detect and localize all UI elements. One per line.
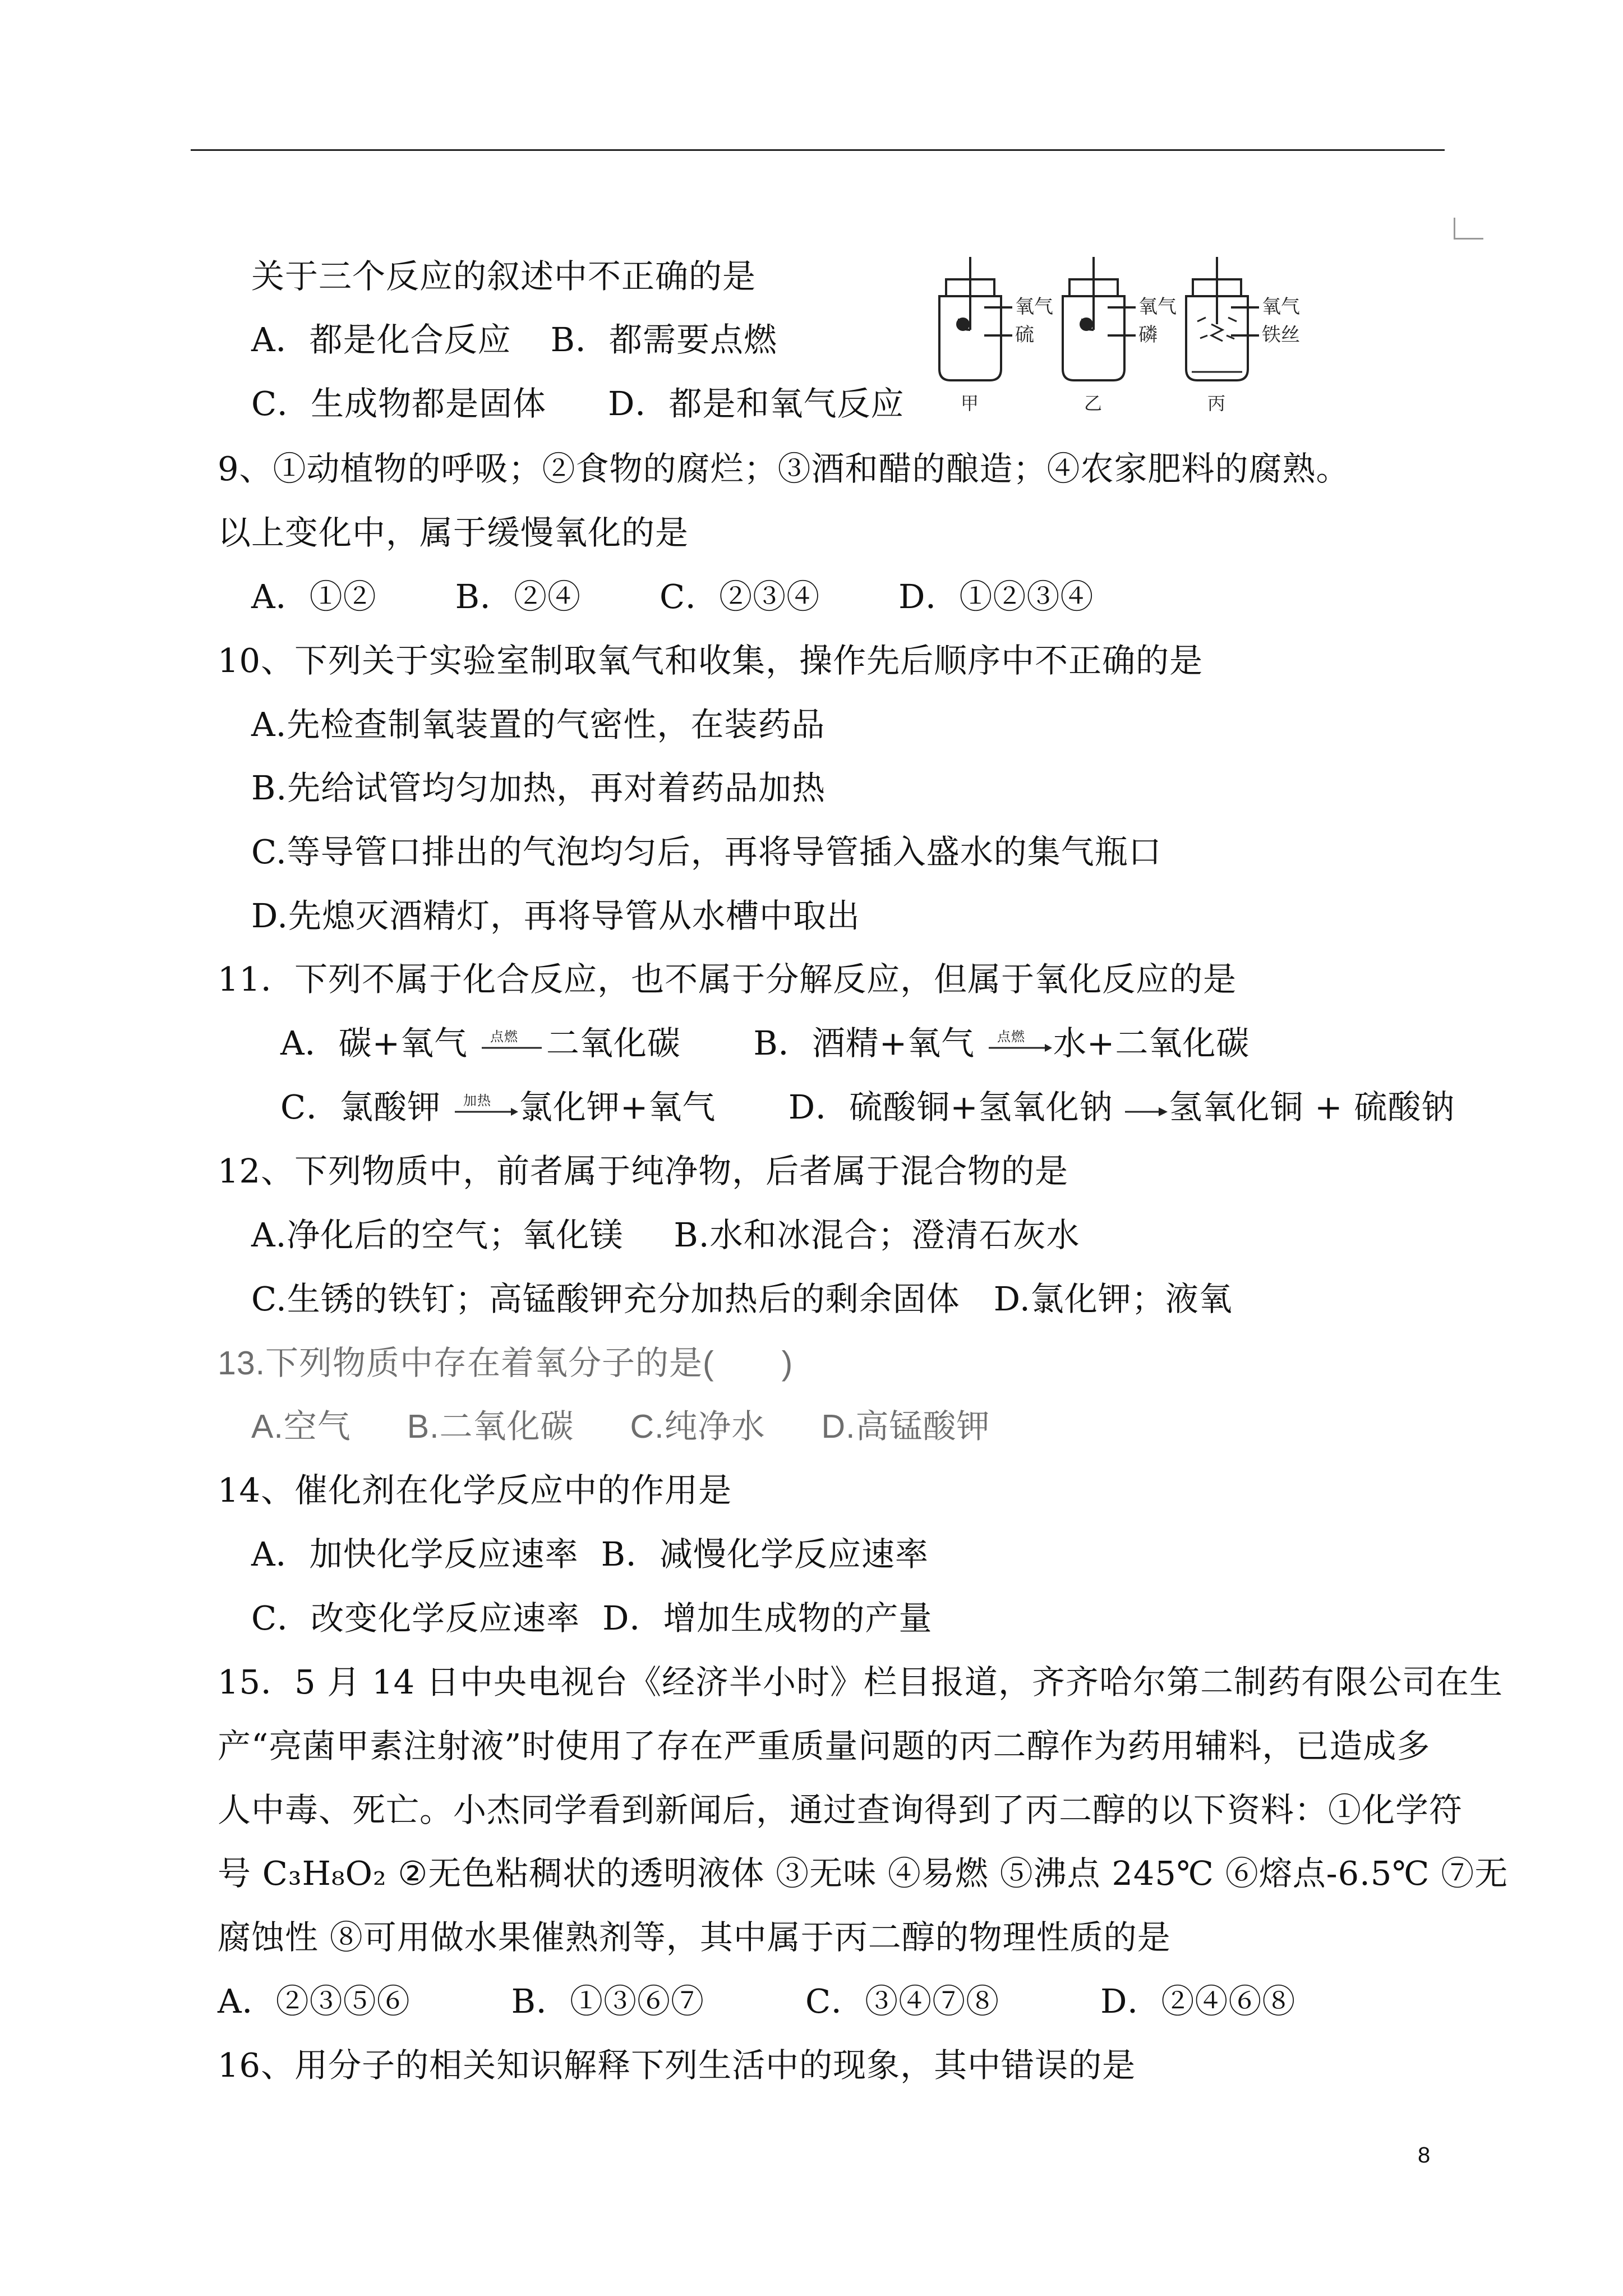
q13-stem: 13.下列物质中存在着氧分子的是( ) bbox=[218, 1345, 794, 1382]
jar-iron-wire bbox=[1186, 257, 1259, 380]
q14-options-ab bbox=[251, 1533, 929, 1576]
q11-b-arrow bbox=[986, 1029, 1053, 1062]
q15-line5: 腐蚀性 ⑧可用做水果催熟剂等，其中属于丙二醇的物理性质的是 bbox=[218, 1918, 1171, 1957]
q11-c-condition: 加热 bbox=[463, 1093, 491, 1109]
q15-line4: 号 C₃H₈O₂ ②无色粘稠状的透明液体 ③无味 ④易燃 ⑤沸点 245℃ ⑥熔点-6.5℃ ⑦无 bbox=[218, 1854, 1509, 1893]
jar-phosphorus bbox=[1063, 257, 1136, 380]
q13-option-b: B.二氧化碳 bbox=[407, 1408, 574, 1445]
q13-option-d: D.高锰酸钾 bbox=[821, 1408, 990, 1445]
q9-option-a: A．①② bbox=[251, 577, 377, 616]
q12-option-d: D.氯化钾；液氧 bbox=[993, 1280, 1233, 1318]
q13-option-c: C.纯净水 bbox=[630, 1408, 766, 1445]
jar3-label: 丙 bbox=[1207, 393, 1226, 414]
q12-options-cd bbox=[251, 1278, 1233, 1320]
q8-option-c: C．生成物都是固体 bbox=[251, 384, 547, 423]
jar3-top-label: 氧气 bbox=[1262, 296, 1300, 318]
q15-option-b: B．①③⑥⑦ bbox=[511, 1982, 704, 2021]
q11-d-arrow bbox=[1124, 1093, 1169, 1126]
q11-b-reactants: B．酒精+氧气 bbox=[753, 1024, 975, 1062]
corner-mark bbox=[1454, 218, 1483, 240]
q11-c-reactants: C．氯酸钾 bbox=[280, 1088, 441, 1126]
q14-option-a: A．加快化学反应速率 bbox=[251, 1535, 579, 1573]
gas-jar-figure bbox=[928, 246, 1321, 414]
q15-option-d: D．②④⑥⑧ bbox=[1100, 1982, 1296, 2021]
q8-option-b: B．都需要点燃 bbox=[550, 320, 777, 359]
jar1-bottom-label: 硫 bbox=[1015, 324, 1034, 346]
q14-option-c: C．改变化学反应速率 bbox=[251, 1599, 580, 1637]
page-number: 8 bbox=[1418, 2143, 1431, 2168]
jar2-bottom-label: 磷 bbox=[1138, 324, 1158, 346]
q11-b-condition: 点燃 bbox=[997, 1029, 1025, 1045]
q10-option-a: A.先检查制氧装置的气密性，在装药品 bbox=[251, 705, 826, 744]
jar3-bottom-label: 铁丝 bbox=[1262, 324, 1300, 346]
q11-options-cd bbox=[280, 1086, 1455, 1129]
q14-stem: 14、催化剂在化学反应中的作用是 bbox=[218, 1471, 732, 1510]
jar1-label: 甲 bbox=[961, 393, 979, 414]
q15-line2: 产“亮菌甲素注射液”时使用了存在严重质量问题的丙二醇作为药用辅料，已造成多 bbox=[218, 1727, 1431, 1765]
q11-stem: 11．下列不属于化合反应，也不属于分解反应，但属于氧化反应的是 bbox=[218, 960, 1237, 999]
q8-options-ab bbox=[251, 319, 777, 361]
q15-options bbox=[218, 1980, 1295, 2023]
q10-stem: 10、下列关于实验室制取氧气和收集，操作先后顺序中不正确的是 bbox=[218, 641, 1204, 680]
q9-stem-line1: 9、①动植物的呼吸；②食物的腐烂；③酒和醋的酿造；④农家肥料的腐熟。 bbox=[218, 449, 1350, 488]
q11-c-products: 氯化钾+氧气 bbox=[519, 1088, 716, 1126]
q15-option-a: A．②③⑤⑥ bbox=[218, 1982, 411, 2021]
q9-options bbox=[251, 576, 1094, 618]
q12-option-a: A.净化后的空气；氧化镁 bbox=[251, 1216, 624, 1254]
q11-options-ab bbox=[280, 1022, 1249, 1065]
q15-option-c: C．③④⑦⑧ bbox=[805, 1982, 1000, 2021]
jar-sulfur bbox=[939, 257, 1012, 380]
q9-stem-line2: 以上变化中，属于缓慢氧化的是 bbox=[218, 513, 689, 552]
q11-c-arrow bbox=[452, 1093, 519, 1126]
q12-option-c: C.生锈的铁钉；高锰酸钾充分加热后的剩余固体 bbox=[251, 1280, 960, 1318]
jar2-top-label: 氧气 bbox=[1138, 296, 1177, 318]
q16-stem: 16、用分子的相关知识解释下列生活中的现象，其中错误的是 bbox=[218, 2046, 1136, 2085]
q8-stem: 关于三个反应的叙述中不正确的是 bbox=[251, 257, 757, 296]
q8-option-d: D．都是和氧气反应 bbox=[608, 384, 905, 423]
q13-option-a: A.空气 bbox=[251, 1408, 351, 1445]
q11-a-condition: 点燃 bbox=[490, 1029, 518, 1045]
q14-option-d: D．增加生成物的产量 bbox=[602, 1599, 933, 1637]
q10-option-b: B.先给试管均匀加热，再对着药品加热 bbox=[251, 769, 826, 807]
jar1-top-label: 氧气 bbox=[1015, 296, 1053, 318]
q12-options-ab bbox=[251, 1214, 1080, 1257]
q8-option-a: A．都是化合反应 bbox=[251, 320, 511, 359]
q9-option-d: D．①②③④ bbox=[898, 577, 1094, 616]
q14-option-b: B．减慢化学反应速率 bbox=[601, 1535, 929, 1573]
q11-a-arrow bbox=[479, 1029, 546, 1062]
q9-option-c: C．②③④ bbox=[659, 577, 820, 616]
q11-d-products: 氢氧化铜 + 硫酸钠 bbox=[1169, 1088, 1455, 1126]
q11-d-reactants: D．硫酸铜+氢氧化钠 bbox=[788, 1088, 1113, 1126]
q12-option-b: B.水和冰混合；澄清石灰水 bbox=[674, 1216, 1080, 1254]
q15-line3: 人中毒、死亡。小杰同学看到新闻后，通过查询得到了丙二醇的以下资料：①化学符 bbox=[218, 1791, 1463, 1829]
q10-option-d: D.先熄灭酒精灯，再将导管从水槽中取出 bbox=[251, 896, 860, 935]
header-rule bbox=[191, 149, 1445, 151]
q13-options bbox=[251, 1405, 990, 1448]
jar2-label: 乙 bbox=[1084, 393, 1103, 414]
q15-line1: 15．5 月 14 日中央电视台《经济半小时》栏目报道，齐齐哈尔第二制药有限公司在生 bbox=[218, 1663, 1503, 1701]
q9-option-b: B．②④ bbox=[455, 577, 581, 616]
q11-a-reactants: A．碳+氧气 bbox=[280, 1024, 468, 1062]
q11-b-products: 水+二氧化碳 bbox=[1053, 1024, 1250, 1062]
q8-options-cd bbox=[251, 383, 904, 425]
q14-options-cd bbox=[251, 1597, 932, 1640]
q10-option-c: C.等导管口排出的气泡均匀后，再将导管插入盛水的集气瓶口 bbox=[251, 832, 1162, 871]
q12-stem: 12、下列物质中，前者属于纯净物，后者属于混合物的是 bbox=[218, 1152, 1069, 1190]
q11-a-products: 二氧化碳 bbox=[546, 1024, 681, 1062]
